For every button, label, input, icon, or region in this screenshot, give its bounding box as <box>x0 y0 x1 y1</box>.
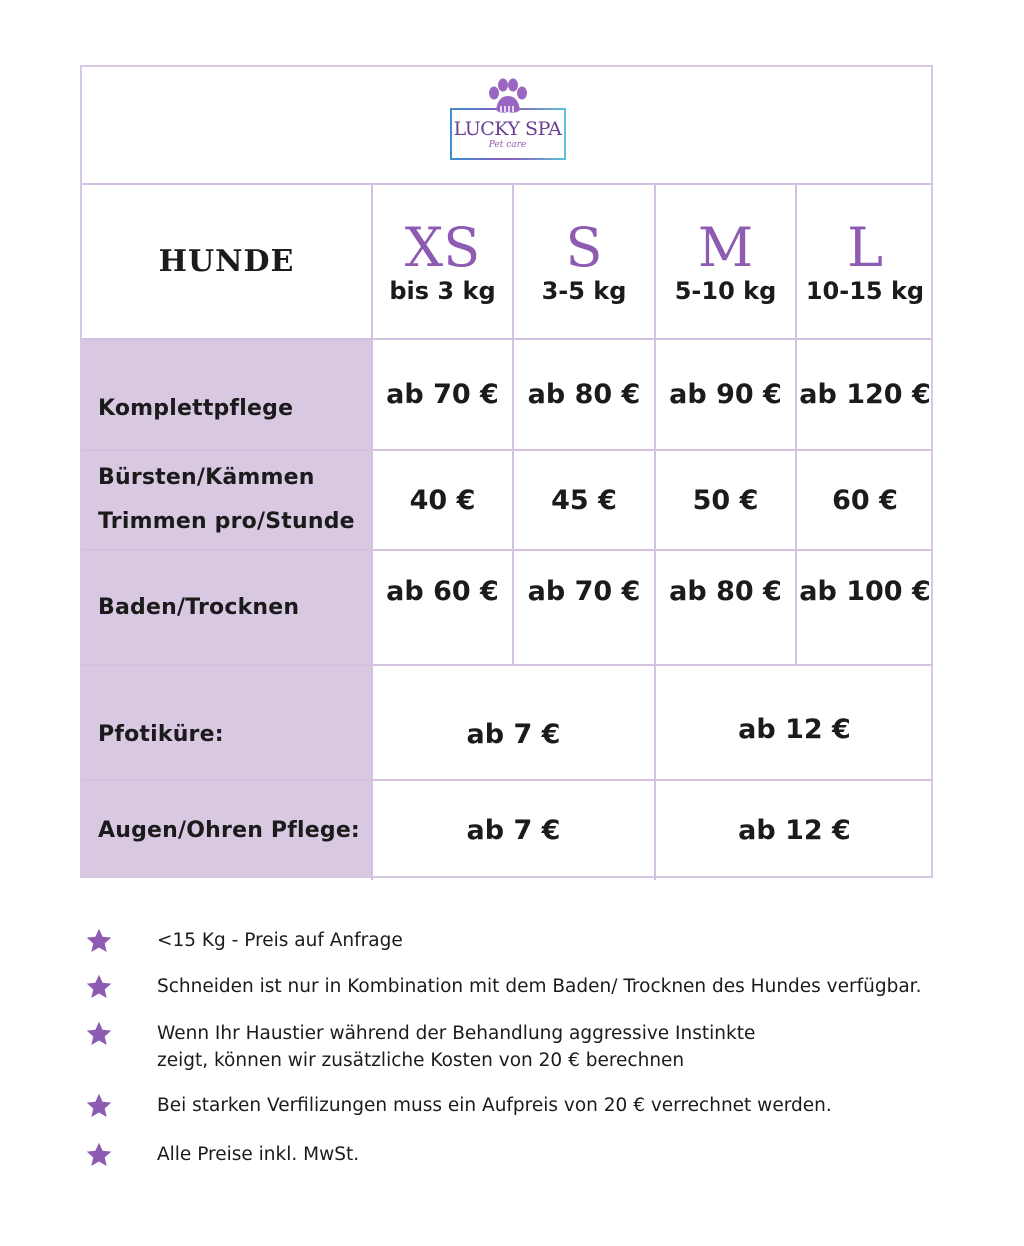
price-cell: 45 € <box>551 484 617 516</box>
table-title-cell <box>82 185 371 338</box>
price-cell: ab 90 € <box>669 379 782 410</box>
table-title: HUNDE <box>158 244 295 279</box>
service-label-pfotikuere: Pfotiküre: <box>98 722 224 747</box>
size-header-xs <box>373 185 512 338</box>
note-text: Bei starken Verfilizungen muss ein Aufpreis von 20 € verrechnet werden. <box>157 1095 832 1116</box>
service-label-baden: Baden/Trocknen <box>98 595 300 620</box>
price-cell: 40 € <box>409 484 476 516</box>
star-icon <box>85 927 113 955</box>
price-table <box>80 65 933 878</box>
logo-tagline: Pet care <box>488 140 527 150</box>
price-cell: 50 € <box>692 484 759 516</box>
note-text: <15 Kg - Preis auf Anfrage <box>157 930 403 951</box>
star-icon <box>85 1092 113 1120</box>
star-icon <box>85 1020 113 1048</box>
price-cell: ab 12 € <box>738 815 851 846</box>
list-item <box>85 1092 832 1120</box>
price-cell: ab 7 € <box>466 719 561 750</box>
price-cell: ab 70 € <box>386 379 499 410</box>
logo-frame <box>450 108 566 160</box>
note-text <box>157 1020 755 1074</box>
service-label-buersten <box>82 451 371 549</box>
service-label-line1: Bürsten/Kämmen <box>98 465 315 490</box>
size-letter: XS <box>404 215 481 279</box>
size-letter: M <box>697 215 754 279</box>
size-header-s <box>514 185 654 338</box>
note-text: Schneiden ist nur in Kombination mit dem Baden/ Trocknen des Hundes verfügbar. <box>157 976 922 997</box>
size-weight: 10-15 kg <box>805 276 925 305</box>
logo <box>82 67 933 183</box>
price-cell: ab 12 € <box>738 714 851 745</box>
price-cell: 60 € <box>832 484 898 516</box>
note-line: Wenn Ihr Haustier während der Behandlung aggressive Instinkte <box>157 1023 756 1044</box>
price-cell: ab 80 € <box>669 575 782 607</box>
star-icon <box>85 973 113 1001</box>
logo-name: LUCKY SPA <box>453 118 562 140</box>
size-letter: S <box>565 215 603 279</box>
size-header-l <box>797 185 933 338</box>
list-item <box>85 973 921 1001</box>
price-cell: ab 70 € <box>527 575 641 607</box>
paw-icon <box>486 78 530 118</box>
size-letter: L <box>847 215 883 279</box>
size-weight: bis 3 kg <box>389 276 496 305</box>
price-cell: ab 7 € <box>466 815 561 846</box>
note-line: zeigt, können wir zusätzliche Kosten von 20 € berechnen <box>157 1050 685 1071</box>
price-cell: ab 60 € <box>386 575 499 607</box>
list-item <box>85 1141 359 1169</box>
price-cell: ab 80 € <box>527 379 641 410</box>
service-label-augen-ohren: Augen/Ohren Pflege: <box>98 818 360 843</box>
size-header-m <box>656 185 795 338</box>
service-label-line2: Trimmen pro/Stunde <box>98 509 355 534</box>
size-weight: 3-5 kg <box>541 276 627 305</box>
price-cell: ab 120 € <box>799 379 931 410</box>
size-weight: 5-10 kg <box>674 276 777 305</box>
list-item <box>85 927 403 955</box>
service-label-komplettpflege: Komplettpflege <box>98 395 294 421</box>
note-text: Alle Preise inkl. MwSt. <box>157 1144 360 1165</box>
list-item <box>85 1020 755 1074</box>
star-icon <box>85 1141 113 1169</box>
price-cell: ab 100 € <box>799 575 931 607</box>
